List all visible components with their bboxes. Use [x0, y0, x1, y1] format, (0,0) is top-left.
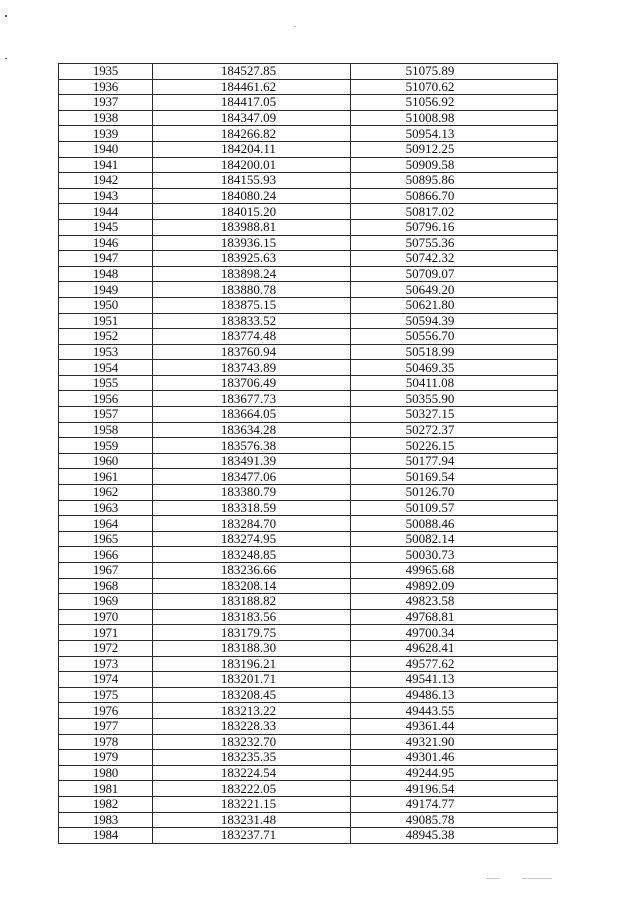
year-cell: 1942 [59, 173, 153, 189]
value-cell-2: 50355.90 [351, 391, 558, 407]
year-cell: 1977 [59, 718, 153, 734]
value-cell-1: 183213.22 [153, 703, 351, 719]
value-cell-1: 183221.15 [153, 796, 351, 812]
table-row [59, 750, 558, 766]
value-cell-1: 183318.59 [153, 500, 351, 516]
value-cell-1: 183237.71 [153, 828, 351, 844]
value-cell-2: 50030.73 [351, 547, 558, 563]
year-cell: 1953 [59, 344, 153, 360]
value-cell-1: 183833.52 [153, 313, 351, 329]
year-cell: 1935 [59, 64, 153, 80]
table-row [59, 157, 558, 173]
value-cell-1: 184200.01 [153, 157, 351, 173]
table-row [59, 126, 558, 142]
year-cell: 1969 [59, 594, 153, 610]
value-cell-1: 183224.54 [153, 765, 351, 781]
year-cell: 1960 [59, 453, 153, 469]
table-row [59, 734, 558, 750]
value-cell-1: 184527.85 [153, 64, 351, 80]
value-cell-2: 49443.55 [351, 703, 558, 719]
table-row [59, 79, 558, 95]
year-cell: 1956 [59, 391, 153, 407]
year-cell: 1982 [59, 796, 153, 812]
table-row [59, 64, 558, 80]
value-cell-1: 183936.15 [153, 235, 351, 251]
year-cell: 1965 [59, 531, 153, 547]
table-row [59, 531, 558, 547]
year-cell: 1962 [59, 485, 153, 501]
table-row [59, 687, 558, 703]
year-cell: 1937 [59, 95, 153, 111]
table-row [59, 640, 558, 656]
year-cell: 1978 [59, 734, 153, 750]
table-row [59, 547, 558, 563]
table-row [59, 718, 558, 734]
value-cell-1: 183196.21 [153, 656, 351, 672]
scan-speck [486, 878, 500, 879]
value-cell-2: 50518.99 [351, 344, 558, 360]
table-row [59, 344, 558, 360]
table-row [59, 578, 558, 594]
value-cell-1: 183188.30 [153, 640, 351, 656]
value-cell-2: 51056.92 [351, 95, 558, 111]
value-cell-2: 50226.15 [351, 438, 558, 454]
table-row [59, 375, 558, 391]
year-cell: 1963 [59, 500, 153, 516]
table-row [59, 594, 558, 610]
year-cell: 1947 [59, 251, 153, 267]
table-row [59, 266, 558, 282]
value-cell-2: 50126.70 [351, 485, 558, 501]
value-cell-1: 184015.20 [153, 204, 351, 220]
value-cell-1: 183231.48 [153, 812, 351, 828]
value-cell-1: 183925.63 [153, 251, 351, 267]
year-cell: 1938 [59, 110, 153, 126]
value-cell-2: 50817.02 [351, 204, 558, 220]
value-cell-1: 183274.95 [153, 531, 351, 547]
table-row [59, 110, 558, 126]
value-cell-2: 49174.77 [351, 796, 558, 812]
value-cell-2: 50327.15 [351, 407, 558, 423]
year-cell: 1979 [59, 750, 153, 766]
year-cell: 1968 [59, 578, 153, 594]
table-row [59, 781, 558, 797]
table-row [59, 516, 558, 532]
value-cell-1: 183232.70 [153, 734, 351, 750]
table-row [59, 703, 558, 719]
table-row [59, 453, 558, 469]
value-cell-2: 50912.25 [351, 141, 558, 157]
table-row [59, 796, 558, 812]
table-row [59, 438, 558, 454]
scan-speck [5, 58, 7, 59]
value-cell-1: 183664.05 [153, 407, 351, 423]
table-row [59, 95, 558, 111]
value-cell-2: 50866.70 [351, 188, 558, 204]
value-cell-2: 50621.80 [351, 297, 558, 313]
scan-speck [294, 26, 296, 27]
value-cell-1: 184461.62 [153, 79, 351, 95]
year-cell: 1950 [59, 297, 153, 313]
table-body [59, 64, 558, 844]
value-cell-1: 184155.93 [153, 173, 351, 189]
table-row [59, 141, 558, 157]
value-cell-1: 184204.11 [153, 141, 351, 157]
year-cell: 1970 [59, 609, 153, 625]
scan-speck [522, 878, 552, 879]
value-cell-2: 49196.54 [351, 781, 558, 797]
value-cell-1: 183208.45 [153, 687, 351, 703]
year-cell: 1981 [59, 781, 153, 797]
value-cell-2: 50909.58 [351, 157, 558, 173]
year-cell: 1976 [59, 703, 153, 719]
table-row [59, 329, 558, 345]
value-cell-1: 183491.39 [153, 453, 351, 469]
value-cell-1: 183179.75 [153, 625, 351, 641]
year-cell: 1957 [59, 407, 153, 423]
value-cell-1: 183248.85 [153, 547, 351, 563]
year-cell: 1952 [59, 329, 153, 345]
table-row [59, 625, 558, 641]
value-cell-2: 51008.98 [351, 110, 558, 126]
value-cell-1: 183235.35 [153, 750, 351, 766]
value-cell-2: 49823.58 [351, 594, 558, 610]
year-cell: 1936 [59, 79, 153, 95]
year-cell: 1945 [59, 219, 153, 235]
year-cell: 1980 [59, 765, 153, 781]
value-cell-1: 183743.89 [153, 360, 351, 376]
data-table [58, 63, 558, 844]
value-cell-2: 49301.46 [351, 750, 558, 766]
table-row [59, 188, 558, 204]
value-cell-2: 49965.68 [351, 563, 558, 579]
value-cell-2: 50594.39 [351, 313, 558, 329]
value-cell-2: 49768.81 [351, 609, 558, 625]
value-cell-1: 183222.05 [153, 781, 351, 797]
value-cell-2: 50411.08 [351, 375, 558, 391]
year-cell: 1972 [59, 640, 153, 656]
value-cell-2: 50755.36 [351, 235, 558, 251]
value-cell-2: 49700.34 [351, 625, 558, 641]
year-cell: 1948 [59, 266, 153, 282]
year-cell: 1958 [59, 422, 153, 438]
year-cell: 1975 [59, 687, 153, 703]
table-row [59, 204, 558, 220]
value-cell-1: 184080.24 [153, 188, 351, 204]
year-cell: 1967 [59, 563, 153, 579]
year-cell: 1959 [59, 438, 153, 454]
value-cell-1: 183988.81 [153, 219, 351, 235]
value-cell-2: 50742.32 [351, 251, 558, 267]
year-cell: 1971 [59, 625, 153, 641]
year-cell: 1964 [59, 516, 153, 532]
value-cell-2: 50082.14 [351, 531, 558, 547]
table-row [59, 469, 558, 485]
value-cell-2: 49085.78 [351, 812, 558, 828]
table-row [59, 235, 558, 251]
value-cell-1: 184347.09 [153, 110, 351, 126]
value-cell-1: 183284.70 [153, 516, 351, 532]
table-row [59, 173, 558, 189]
value-cell-1: 183201.71 [153, 672, 351, 688]
table-row [59, 500, 558, 516]
value-cell-1: 183477.06 [153, 469, 351, 485]
year-cell: 1951 [59, 313, 153, 329]
table-row [59, 251, 558, 267]
value-cell-1: 183634.28 [153, 422, 351, 438]
scan-speck [5, 15, 7, 17]
value-cell-2: 49486.13 [351, 687, 558, 703]
value-cell-1: 183236.66 [153, 563, 351, 579]
value-cell-2: 50649.20 [351, 282, 558, 298]
value-cell-2: 50109.57 [351, 500, 558, 516]
table-row [59, 609, 558, 625]
value-cell-1: 184417.05 [153, 95, 351, 111]
value-cell-2: 48945.38 [351, 828, 558, 844]
value-cell-1: 183880.78 [153, 282, 351, 298]
year-cell: 1946 [59, 235, 153, 251]
value-cell-2: 49541.13 [351, 672, 558, 688]
value-cell-2: 50088.46 [351, 516, 558, 532]
year-cell: 1941 [59, 157, 153, 173]
value-cell-1: 183875.15 [153, 297, 351, 313]
year-cell: 1944 [59, 204, 153, 220]
year-cell: 1939 [59, 126, 153, 142]
table-row [59, 297, 558, 313]
value-cell-1: 183380.79 [153, 485, 351, 501]
value-cell-2: 49361.44 [351, 718, 558, 734]
table-row [59, 765, 558, 781]
year-cell: 1973 [59, 656, 153, 672]
year-cell: 1983 [59, 812, 153, 828]
year-cell: 1955 [59, 375, 153, 391]
table-row [59, 656, 558, 672]
value-cell-2: 50709.07 [351, 266, 558, 282]
value-cell-2: 50169.54 [351, 469, 558, 485]
table-row [59, 407, 558, 423]
value-cell-1: 183188.82 [153, 594, 351, 610]
year-cell: 1984 [59, 828, 153, 844]
value-cell-1: 183760.94 [153, 344, 351, 360]
value-cell-1: 183898.24 [153, 266, 351, 282]
value-cell-2: 49321.90 [351, 734, 558, 750]
value-cell-1: 183706.49 [153, 375, 351, 391]
table-row [59, 391, 558, 407]
value-cell-2: 50272.37 [351, 422, 558, 438]
table-row [59, 672, 558, 688]
year-cell: 1954 [59, 360, 153, 376]
value-cell-1: 183183.56 [153, 609, 351, 625]
value-cell-2: 49628.41 [351, 640, 558, 656]
table-row [59, 828, 558, 844]
year-cell: 1949 [59, 282, 153, 298]
value-cell-2: 51070.62 [351, 79, 558, 95]
value-cell-1: 183576.38 [153, 438, 351, 454]
year-cell: 1961 [59, 469, 153, 485]
value-cell-2: 51075.89 [351, 64, 558, 80]
value-cell-2: 50177.94 [351, 453, 558, 469]
table-row [59, 563, 558, 579]
value-cell-1: 183774.48 [153, 329, 351, 345]
year-cell: 1974 [59, 672, 153, 688]
table-row [59, 282, 558, 298]
value-cell-2: 50469.35 [351, 360, 558, 376]
table-row [59, 313, 558, 329]
value-cell-1: 183677.73 [153, 391, 351, 407]
value-cell-1: 184266.82 [153, 126, 351, 142]
value-cell-2: 49892.09 [351, 578, 558, 594]
table-row [59, 360, 558, 376]
year-cell: 1940 [59, 141, 153, 157]
table-row [59, 485, 558, 501]
value-cell-2: 49244.95 [351, 765, 558, 781]
value-cell-2: 50796.16 [351, 219, 558, 235]
value-cell-2: 50556.70 [351, 329, 558, 345]
value-cell-2: 49577.62 [351, 656, 558, 672]
value-cell-2: 50954.13 [351, 126, 558, 142]
table-row [59, 812, 558, 828]
table-row [59, 219, 558, 235]
value-cell-1: 183208.14 [153, 578, 351, 594]
table-row [59, 422, 558, 438]
value-cell-1: 183228.33 [153, 718, 351, 734]
year-cell: 1966 [59, 547, 153, 563]
year-cell: 1943 [59, 188, 153, 204]
value-cell-2: 50895.86 [351, 173, 558, 189]
